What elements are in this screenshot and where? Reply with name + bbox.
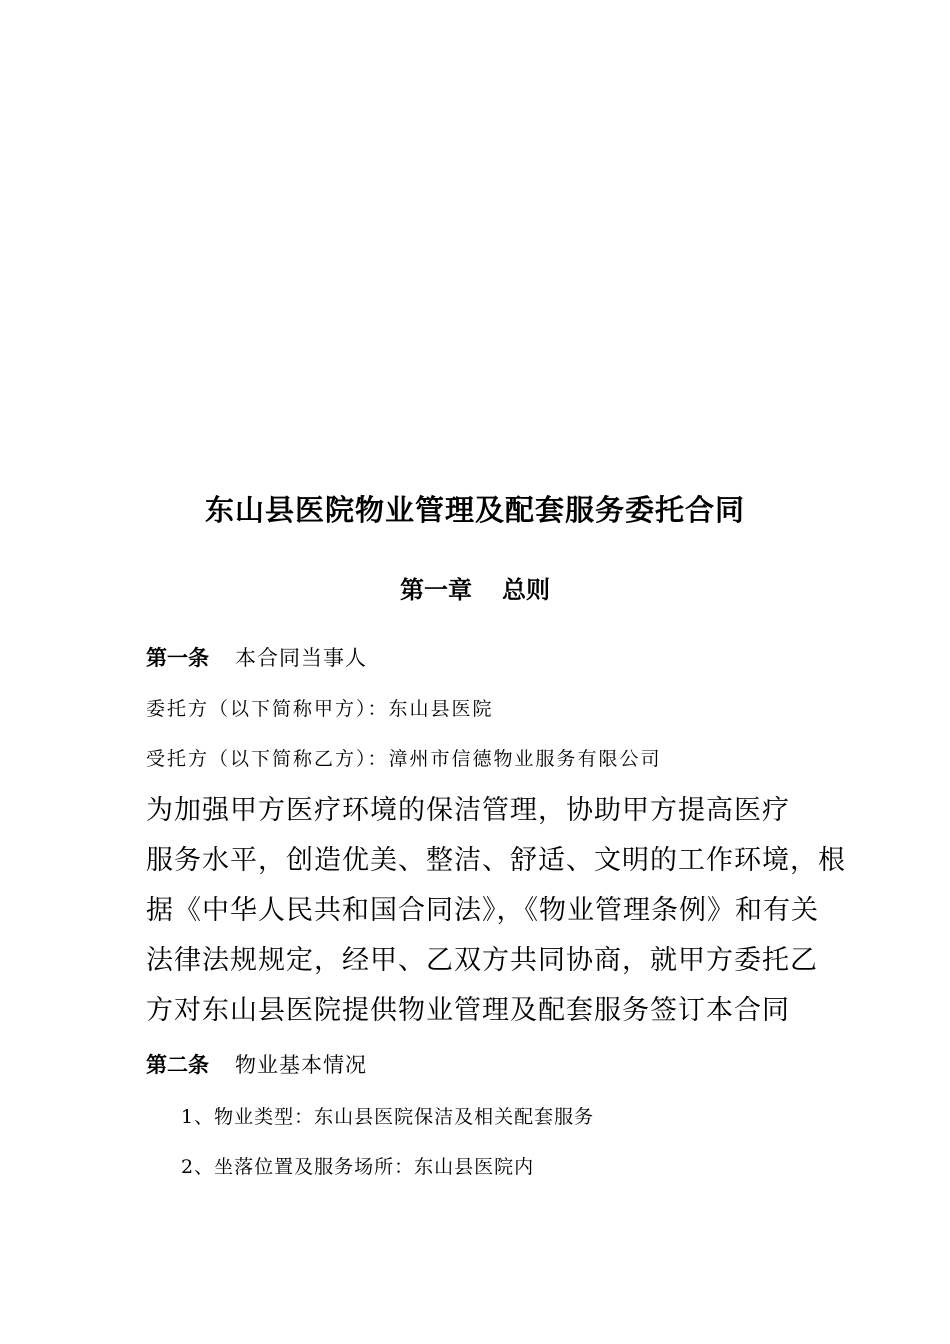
contract-title: 东山县医院物业管理及配套服务委托合同 — [204, 493, 745, 527]
party-a-line: 委托方（以下简称甲方）：东山县医院 — [146, 698, 494, 720]
list-item: 2、坐落位置及服务场所：东山县医院内 — [181, 1156, 535, 1178]
chapter-name: 总则 — [502, 575, 550, 604]
list-item: 1、物业类型：东山县医院保洁及相关配套服务 — [181, 1106, 595, 1128]
party-b-line: 受托方（以下简称乙方）：漳州市信德物业服务有限公司 — [146, 748, 662, 770]
article-2-text: 物业基本情况 — [235, 1053, 367, 1077]
paragraph-line: 服务水平，创造优美、整洁、舒适、文明的工作环境，根 — [146, 845, 846, 876]
chapter-number: 第一章 — [400, 575, 472, 604]
preamble-paragraph — [146, 786, 846, 1036]
paragraph-line: 法律法规规定，经甲、乙双方共同协商，就甲方委托乙 — [146, 945, 818, 976]
paragraph-line: 为加强甲方医疗环境的保洁管理，协助甲方提高医疗 — [146, 795, 790, 826]
chapter-heading — [0, 570, 950, 605]
article-2-heading — [146, 1049, 367, 1079]
article-1-heading — [146, 642, 367, 672]
paragraph-line: 据《中华人民共和国合同法》，《物业管理条例》和有关 — [146, 895, 819, 926]
paragraph-line: 方对东山县医院提供物业管理及配套服务签订本合同 — [146, 995, 790, 1026]
article-1-label: 第一条 — [146, 645, 209, 670]
article-2-label: 第二条 — [146, 1052, 209, 1077]
article-1-text: 本合同当事人 — [235, 646, 367, 670]
